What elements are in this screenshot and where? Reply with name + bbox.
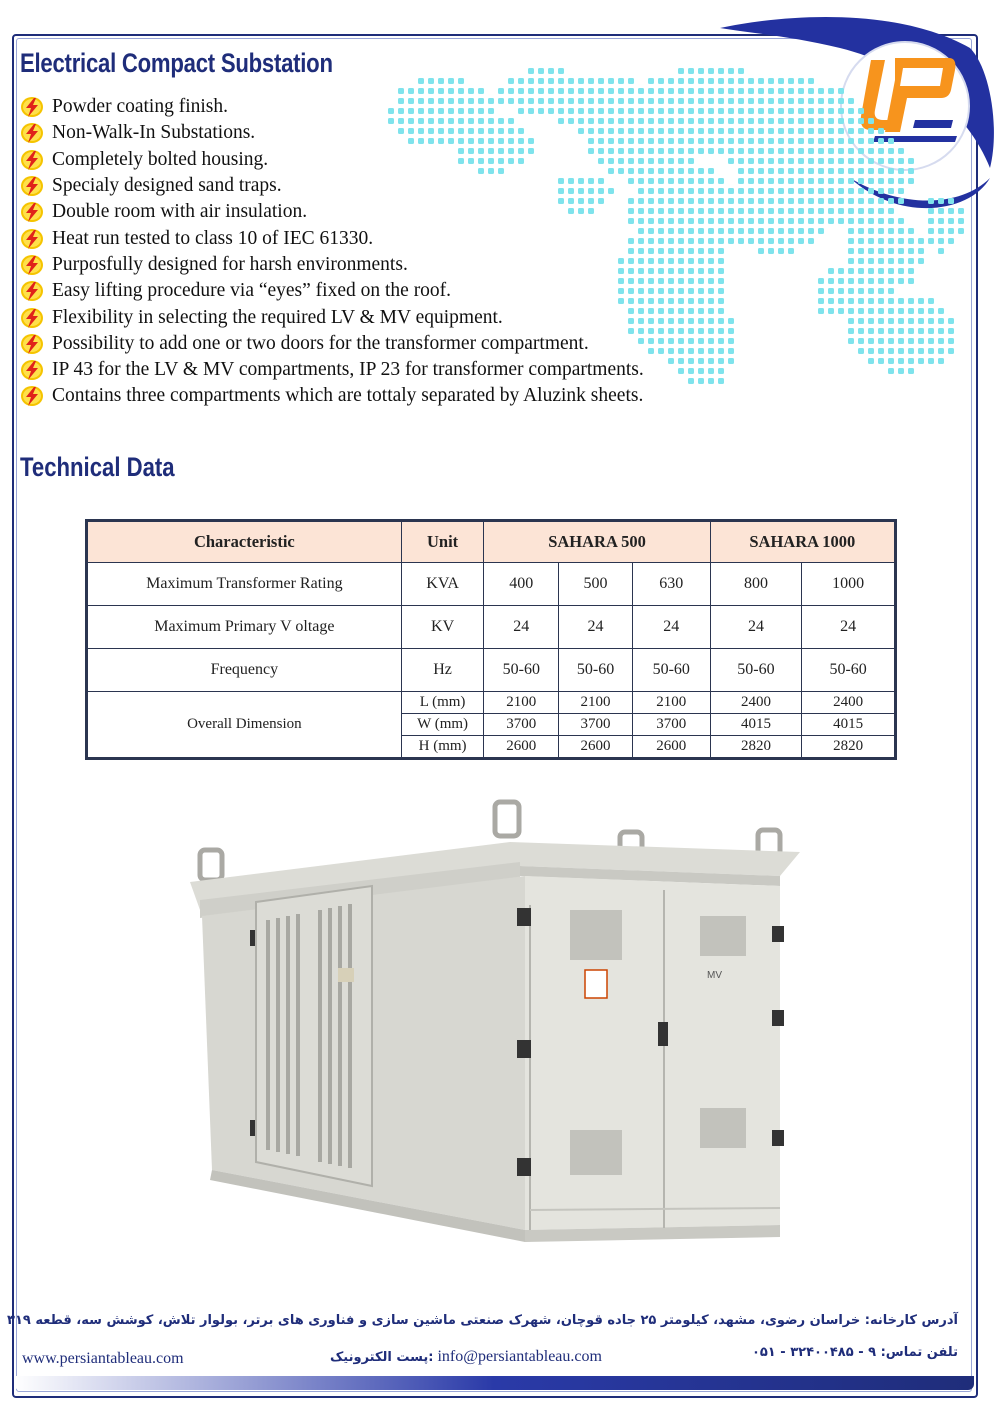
- table-cell: 3700: [632, 714, 710, 736]
- table-cell: 2100: [484, 692, 559, 714]
- email-label: پست الکترونیک:: [330, 1350, 434, 1365]
- feature-text: Non-Walk-In Substations.: [52, 122, 256, 144]
- table-cell: 50-60: [710, 649, 802, 692]
- footer-email: [330, 1348, 602, 1366]
- table-cell: 1000: [802, 563, 896, 606]
- table-cell: 50-60: [632, 649, 710, 692]
- table-cell: 2600: [559, 736, 633, 759]
- feature-item: [20, 357, 644, 383]
- row-label: Maximum Transformer Rating: [87, 563, 402, 606]
- lightning-bolt-icon: [20, 122, 44, 144]
- feature-text: Double room with air insulation.: [52, 201, 308, 223]
- feature-item: [20, 383, 644, 409]
- email-link[interactable]: info@persiantableau.com: [437, 1348, 602, 1365]
- feature-text: Specialy designed sand traps.: [52, 175, 282, 197]
- feature-text: Completely bolted housing.: [52, 148, 269, 170]
- lightning-bolt-icon: [20, 307, 44, 329]
- lightning-bolt-icon: [20, 359, 44, 381]
- header-sahara-500: SAHARA 500: [484, 521, 710, 563]
- feature-item: [20, 199, 644, 225]
- feature-text: Possibility to add one or two doors for the transformer compartment.: [52, 332, 589, 354]
- lightning-bolt-icon: [20, 175, 44, 197]
- table-cell: 2400: [802, 692, 896, 714]
- table-cell: 50-60: [484, 649, 559, 692]
- table-cell: 3700: [484, 714, 559, 736]
- table-row: [87, 649, 896, 692]
- section-title-technical-data: Technical Data: [20, 452, 175, 482]
- table-cell: 2400: [710, 692, 802, 714]
- table-cell: 24: [559, 606, 633, 649]
- table-cell: 2600: [484, 736, 559, 759]
- feature-list: [20, 94, 644, 410]
- table-cell: 400: [484, 563, 559, 606]
- lightning-bolt-icon: [20, 96, 44, 118]
- header-sahara-1000: SAHARA 1000: [710, 521, 895, 563]
- feature-text: Flexibility in selecting the required LV & MV equipment.: [52, 306, 503, 328]
- row-label: Overall Dimension: [87, 692, 402, 759]
- feature-item: [20, 278, 644, 304]
- feature-text: Contains three compartments which are tottaly separated by Aluzink sheets.: [52, 385, 644, 407]
- lightning-bolt-icon: [20, 385, 44, 407]
- row-label: Frequency: [87, 649, 402, 692]
- feature-text: Easy lifting procedure via “eyes” fixed on the roof.: [52, 280, 452, 302]
- feature-text: Powder coating finish.: [52, 96, 229, 118]
- table-cell: 2100: [559, 692, 633, 714]
- row-label: Maximum Primary V oltage: [87, 606, 402, 649]
- feature-item: [20, 304, 644, 330]
- table-cell: 4015: [802, 714, 896, 736]
- footer-phone: تلفن تماس: ۹ - ۳۲۴۰۰۴۸۵ - ۰۵۱: [751, 1345, 958, 1360]
- mv-label: MV: [707, 970, 722, 981]
- lightning-bolt-icon: [20, 254, 44, 276]
- feature-item: [20, 173, 644, 199]
- table-cell: 4015: [710, 714, 802, 736]
- feature-text: Purposfully designed for harsh environments.: [52, 253, 408, 275]
- table-cell: 24: [632, 606, 710, 649]
- table-row: [87, 563, 896, 606]
- table-cell: 2600: [632, 736, 710, 759]
- table-cell: 24: [710, 606, 802, 649]
- feature-item: [20, 225, 644, 251]
- row-unit: KV: [401, 606, 484, 649]
- technical-data-table: [85, 519, 897, 760]
- row-unit: L (mm): [401, 692, 484, 714]
- feature-item: [20, 252, 644, 278]
- table-cell: 50-60: [559, 649, 633, 692]
- feature-item: [20, 120, 644, 146]
- lightning-bolt-icon: [20, 228, 44, 250]
- table-cell: 800: [710, 563, 802, 606]
- table-row: [87, 692, 896, 714]
- feature-item: [20, 94, 644, 120]
- row-unit: Hz: [401, 649, 484, 692]
- row-unit: KVA: [401, 563, 484, 606]
- feature-item: [20, 147, 644, 173]
- header-characteristic: Characteristic: [87, 521, 402, 563]
- table-cell: 500: [559, 563, 633, 606]
- table-cell: 2100: [632, 692, 710, 714]
- feature-text: IP 43 for the LV & MV compartments, IP 23 for transformer compartments.: [52, 359, 644, 381]
- lightning-bolt-icon: [20, 201, 44, 223]
- header-unit: Unit: [401, 521, 484, 563]
- footer-gradient-bar: [14, 1376, 974, 1390]
- table-cell: 24: [802, 606, 896, 649]
- footer-address: آدرس کارخانه: خراسان رضوی، مشهد، کیلومتر ۲۵ جاده قوچان، شهرک صنعتی ماشین سازی و فناوری های برتر، بولوار تلاش، کوشش سه، قطعه ۳۱۹: [7, 1313, 958, 1328]
- row-unit: H (mm): [401, 736, 484, 759]
- feature-text: Heat run tested to class 10 of IEC 61330.: [52, 227, 374, 249]
- table-header-row: [87, 521, 896, 563]
- table-cell: 24: [484, 606, 559, 649]
- table-cell: 2820: [802, 736, 896, 759]
- footer-website-link[interactable]: www.persiantableau.com: [22, 1350, 184, 1367]
- lightning-bolt-icon: [20, 333, 44, 355]
- table-cell: 2820: [710, 736, 802, 759]
- page-title: Electrical Compact Substation: [20, 48, 333, 78]
- table-cell: 3700: [559, 714, 633, 736]
- compact-substation-photo: [180, 790, 820, 1250]
- row-unit: W (mm): [401, 714, 484, 736]
- table-cell: 630: [632, 563, 710, 606]
- table-cell: 50-60: [802, 649, 896, 692]
- lightning-bolt-icon: [20, 280, 44, 302]
- table-row: [87, 606, 896, 649]
- feature-item: [20, 331, 644, 357]
- lightning-bolt-icon: [20, 149, 44, 171]
